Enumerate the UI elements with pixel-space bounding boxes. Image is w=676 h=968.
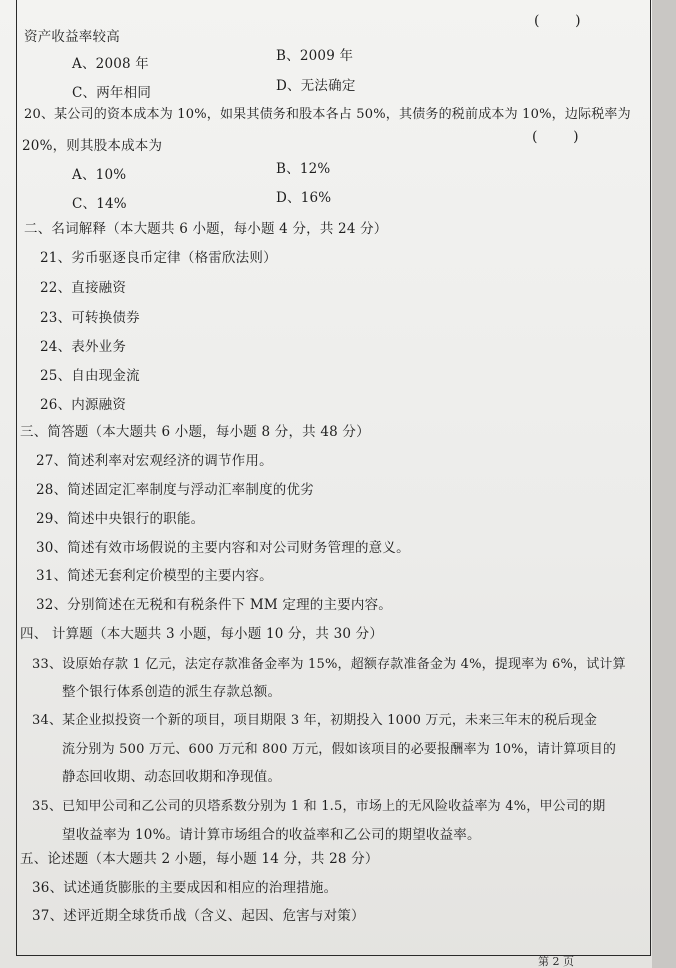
question-34-line-1: 34、某企业拟投资一个新的项目，项目期限 3 年，初期投入 1000 万元，未来三年末的税后现金 xyxy=(32,713,598,728)
question-34-line-2: 流分别为 500 万元、600 万元和 800 万元，假如该项目的必要报酬率为 10%，请计算项目的 xyxy=(62,742,617,757)
section-2-heading: 二、名词解释（本大题共 6 小题，每小题 4 分，共 24 分） xyxy=(24,221,388,237)
question-33-line-2: 整个银行体系创造的派生存款总额。 xyxy=(62,684,282,700)
question-29: 29、简述中央银行的职能。 xyxy=(36,511,205,527)
q19-option-a: A、2008 年 xyxy=(72,56,149,72)
question-27: 27、简述利率对宏观经济的调节作用。 xyxy=(36,453,273,469)
term-26: 26、内源融资 xyxy=(40,397,127,413)
question-36: 36、试述通货膨胀的主要成因和相应的治理措施。 xyxy=(32,880,338,896)
question-35-line-2: 望收益率为 10%。请计算市场组合的收益率和乙公司的期望收益率。 xyxy=(62,827,481,843)
q20-answer-bracket: ( ) xyxy=(532,129,579,145)
term-24: 24、表外业务 xyxy=(40,339,127,355)
section-5-heading: 五、论述题（本大题共 2 小题，每小题 14 分，共 28 分） xyxy=(20,851,379,867)
question-33-line-1: 33、设原始存款 1 亿元，法定存款准备金率为 15%，超额存款准备金为 4%，提现率为 6%，试计算 xyxy=(32,657,626,672)
q19-option-d: D、无法确定 xyxy=(276,78,356,94)
question-37: 37、述评近期全球货币战（含义、起因、危害与对策） xyxy=(32,908,365,924)
q20-stem-line-2: 20%，则其股本成本为 xyxy=(22,138,163,154)
term-22: 22、直接融资 xyxy=(40,280,127,296)
q20-stem-line-1: 20、某公司的资本成本为 10%，如果其债务和股本各占 50%，其债务的税前成本为 10%，边际税率为 xyxy=(24,107,631,122)
q20-option-b: B、12% xyxy=(276,161,331,177)
page-number: 第 2 页 xyxy=(538,955,574,968)
q19-stem-continuation: 资产收益率较高 xyxy=(24,29,120,45)
q20-option-c: C、14% xyxy=(72,196,127,212)
question-28: 28、简述固定汇率制度与浮动汇率制度的优劣 xyxy=(36,482,314,498)
q20-option-d: D、16% xyxy=(276,190,332,206)
question-34-line-3: 静态回收期、动态回收期和净现值。 xyxy=(62,769,282,785)
q19-answer-bracket: ( ) xyxy=(534,13,581,29)
page-right-border xyxy=(650,0,651,956)
question-35-line-1: 35、已知甲公司和乙公司的贝塔系数分别为 1 和 1.5，市场上的无风险收益率为 4%，甲公司的期 xyxy=(32,799,606,814)
term-23: 23、可转换债券 xyxy=(40,310,140,326)
section-3-heading: 三、简答题（本大题共 6 小题，每小题 8 分，共 48 分） xyxy=(20,424,370,440)
q20-option-a: A、10% xyxy=(72,167,127,183)
section-4-heading: 四、 计算题（本大题共 3 小题，每小题 10 分，共 30 分） xyxy=(20,626,384,642)
question-32: 32、分别简述在无税和有税条件下 MM 定理的主要内容。 xyxy=(36,597,393,613)
term-25: 25、自由现金流 xyxy=(40,368,140,384)
page-left-border xyxy=(16,0,17,956)
question-30: 30、简述有效市场假说的主要内容和对公司财务管理的意义。 xyxy=(36,540,410,556)
question-31: 31、简述无套利定价模型的主要内容。 xyxy=(36,568,273,584)
term-21: 21、劣币驱逐良币定律（格雷欣法则） xyxy=(40,250,277,266)
q19-option-c: C、两年相同 xyxy=(72,85,152,101)
q19-option-b: B、2009 年 xyxy=(276,48,354,64)
